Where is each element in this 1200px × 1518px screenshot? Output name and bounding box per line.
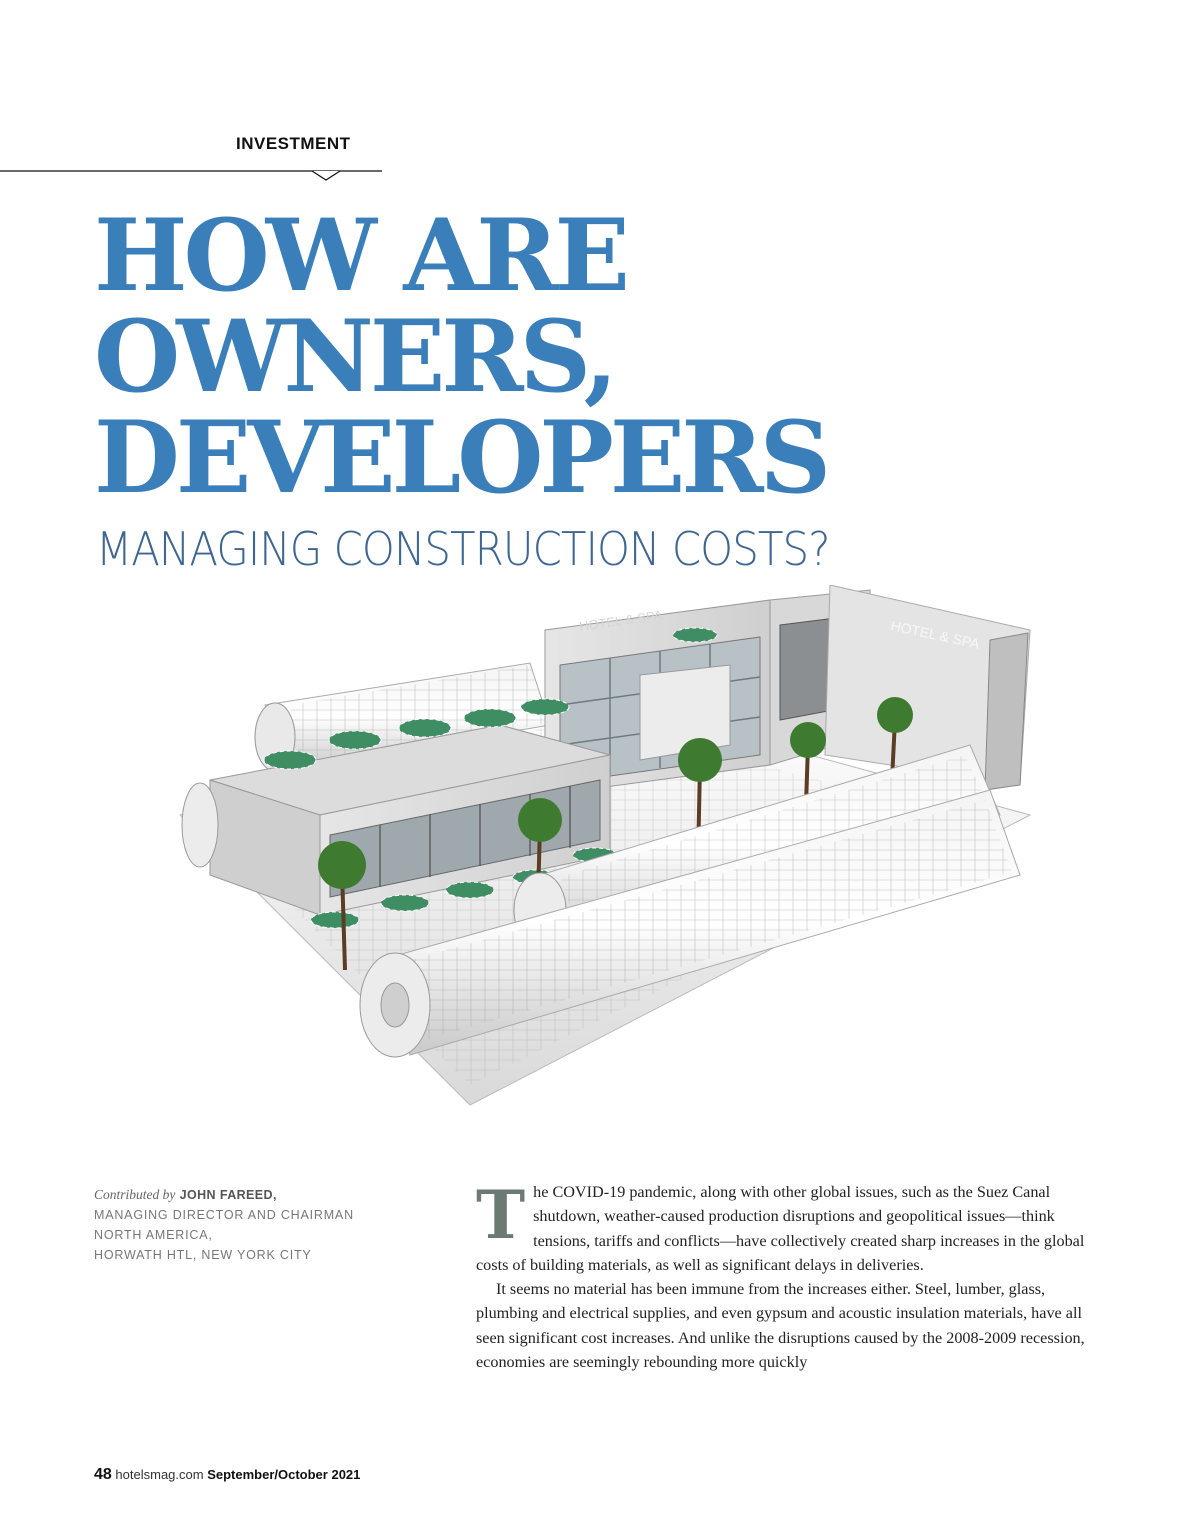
author-region: NORTH AMERICA, <box>94 1228 213 1242</box>
paragraph-2: It seems no material has been immune from the increases either. Steel, lumber, glass, plumbing and electrical supplies, and even gypsum and acoustic insulation materials, have all seen significant cost increases. And unlike the disruptions caused by the 2008-2009 recession, economies are seemingly rebounding more quickly <box>476 1280 1085 1372</box>
article-body <box>476 1176 1106 1374</box>
headline: HOW ARE OWNERS, DEVELOPERS <box>94 198 828 516</box>
blueprint-roll-left <box>182 783 218 867</box>
roof-sign: HOTEL & SPA <box>578 607 664 634</box>
author-company: HORWATH HTL, NEW YORK CITY <box>94 1248 312 1262</box>
author-name: JOHN FAREED, <box>179 1188 277 1202</box>
wall-sign: HOTEL & SPA <box>889 617 981 652</box>
footer-issue: September/October 2021 <box>207 1467 361 1482</box>
section-label: INVESTMENT <box>236 134 351 153</box>
drop-cap: T <box>476 1176 526 1254</box>
hotel-blueprint-illustration <box>170 585 1050 1145</box>
footer-site: hotelsmag.com <box>115 1467 204 1482</box>
page-number: 48 <box>94 1466 112 1483</box>
byline <box>94 1185 394 1265</box>
section-divider <box>0 170 382 182</box>
paragraph-1-text: he COVID-19 pandemic, along with other global issues, such as the Suez Canal shutdown, weather-caused production disruptions and geopolitical issues—think tensions, tariffs and conflicts—have collectively created sharp increases in the global costs of building materials, as well as significant delays in deliveries. <box>476 1183 1085 1274</box>
subheadline: MANAGING CONSTRUCTION COSTS? <box>96 522 830 576</box>
author-title: MANAGING DIRECTOR AND CHAIRMAN <box>94 1208 354 1222</box>
page-footer <box>94 1466 360 1484</box>
paragraph-1 <box>476 1176 1106 1277</box>
contrib-prefix: Contributed by <box>94 1187 176 1202</box>
